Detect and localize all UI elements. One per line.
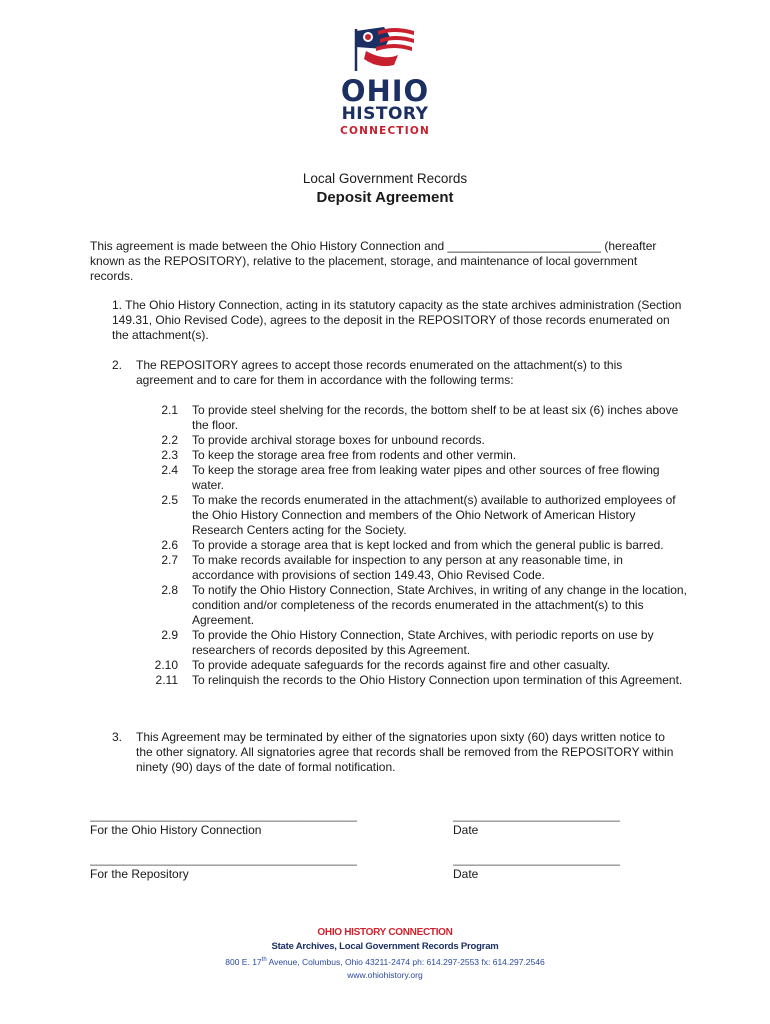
clause-2-text: The REPOSITORY agrees to accept those records enumerated on the attachment(s) to this agreement and to care for them in accordance with the following terms:: [136, 358, 623, 387]
letterhead-footer: [0, 926, 770, 982]
footer-address-start: 800 E. 17: [225, 956, 262, 967]
repository-signature-label: For the Repository: [90, 867, 189, 881]
footer-address-end: Avenue, Columbus, Ohio 43211-2474 ph: 614.297-2553 fx: 614.297.2546: [266, 956, 545, 967]
repository-date-label: Date: [453, 867, 479, 881]
term-item: [152, 463, 687, 493]
clause-3: [112, 730, 682, 775]
logo-connection-text: CONNECTION: [340, 125, 430, 137]
term-number: 2.6: [161, 538, 178, 552]
repository-signature-block: [90, 852, 390, 882]
term-number: 2.2: [161, 433, 178, 447]
term-item: [152, 673, 687, 688]
ohio-flag-icon: [354, 25, 416, 73]
term-item: [152, 553, 687, 583]
document-title: Deposit Agreement: [316, 189, 454, 206]
terms-list: [152, 403, 687, 688]
ohc-signature-line[interactable]: ________________________________________: [90, 808, 357, 822]
ohio-history-connection-logo: [333, 25, 437, 139]
term-number: 2.1: [161, 403, 178, 417]
document-subtitle: Local Government Records: [302, 171, 468, 186]
term-number: 2.3: [161, 448, 178, 462]
term-item: [152, 628, 687, 658]
term-number: 2.7: [161, 553, 178, 567]
logo-history-text: HISTORY: [341, 104, 429, 124]
document-heading: [0, 170, 770, 208]
term-text: To make the records enumerated in the attachment(s) available to authorized employees of the Ohio History Connection and members of the Ohio Network of American History Research Centers acting for the Society.: [192, 493, 676, 537]
footer-program: State Archives, Local Government Records Program: [271, 941, 499, 952]
term-text: To provide steel shelving for the records, the bottom shelf to be at least six (6) inches above the floor.: [192, 403, 679, 432]
term-number: 2.5: [161, 493, 178, 507]
footer-organization: OHIO HISTORY CONNECTION: [317, 927, 453, 938]
term-item: [152, 658, 687, 673]
term-text: To provide archival storage boxes for unbound records.: [192, 433, 485, 447]
term-number: 2.8: [161, 583, 178, 597]
term-text: To make records available for inspection to any person at any reasonable time, in accordance with provisions of section 149.43, Ohio Revised Code.: [192, 553, 623, 582]
clause-1: [112, 298, 682, 343]
term-number: 2.11: [155, 673, 178, 687]
intro-paragraph: This agreement is made between the Ohio History Connection and _______________________ (hereafter known as the REPOSITORY), relative to the placement, storage, and maintenance of local government records.: [90, 239, 657, 283]
footer-website-link[interactable]: www.ohiohistory.org: [347, 969, 423, 980]
repository-date-block: [453, 852, 643, 882]
clause-1-text: The Ohio History Connection, acting in its statutory capacity as the state archives administration (Section 149.31, Ohio Revised Code), agrees to the deposit in the REPOSITORY of those records enumerated on the attachment(s).: [112, 298, 682, 342]
clause-3-text: This Agreement may be terminated by either of the signatories upon sixty (60) days written notice to the other signatory. All signatories agree that records shall be removed from the REPOSITORY within ninety (90) days of the date of formal notification.: [136, 730, 674, 774]
clause-1-number: 1.: [112, 298, 123, 312]
term-number: 2.9: [161, 628, 178, 642]
clause-2: [112, 358, 682, 388]
term-text: To notify the Ohio History Connection, State Archives, in writing of any change in the location, condition and/or completeness of the records enumerated in the attachment(s) to this Agreement.: [192, 583, 687, 627]
footer-address-sup: th: [261, 957, 267, 963]
ohc-date-label: Date: [453, 823, 479, 837]
repository-date-line[interactable]: _________________________: [453, 852, 620, 866]
ohc-date-line[interactable]: _________________________: [453, 808, 620, 822]
term-text: To keep the storage area free from leaking water pipes and other sources of free flowing water.: [192, 463, 660, 492]
term-item: [152, 538, 687, 553]
footer-address: [0, 954, 770, 969]
term-text: To keep the storage area free from rodents and other vermin.: [192, 448, 517, 462]
term-item: [152, 493, 687, 538]
ohc-signature-label: For the Ohio History Connection: [90, 823, 262, 837]
term-text: To provide adequate safeguards for the records against fire and other casualty.: [192, 658, 611, 672]
term-number: 2.10: [154, 658, 178, 672]
term-item: [152, 403, 687, 433]
term-item: [152, 448, 687, 463]
term-text: To relinquish the records to the Ohio History Connection upon termination of this Agreement.: [192, 673, 683, 687]
term-text: To provide the Ohio History Connection, State Archives, with periodic reports on use by researchers of records deposited by this Agreement.: [192, 628, 654, 657]
ohc-signature-block: [90, 808, 390, 838]
clause-2-number: 2.: [112, 358, 123, 372]
clause-3-number: 3.: [112, 730, 123, 744]
term-text: To provide a storage area that is kept locked and from which the general public is barred.: [192, 538, 664, 552]
ohc-date-block: [453, 808, 643, 838]
term-item: [152, 583, 687, 628]
logo-ohio-text: OHIO: [340, 74, 430, 108]
term-number: 2.4: [161, 463, 178, 477]
term-item: [152, 433, 687, 448]
repository-signature-line[interactable]: ________________________________________: [90, 852, 357, 866]
